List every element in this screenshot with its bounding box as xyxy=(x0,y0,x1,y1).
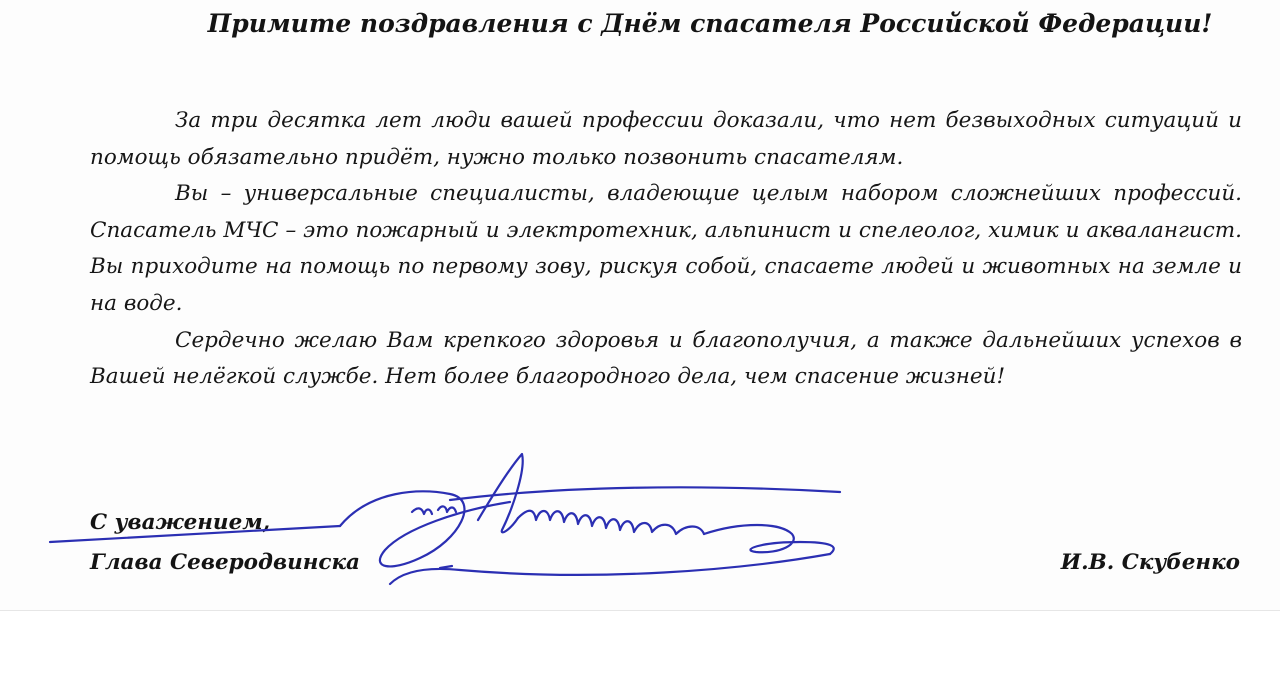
handwritten-signature xyxy=(40,450,860,590)
paragraph-2: Вы – универсальные специалисты, владеющие целым набором сложнейших профессий. Спасатель МЧС – это пожарный и электротехник, альпинист и спелеолог, химик и аквалангист. Вы приходите на помощь по первому зову, рискуя собой, спасаете людей и животных на земле и на воде. xyxy=(90,181,1242,316)
letter-title: Примите поздравления с Днём спасателя Российской Федерации! xyxy=(207,9,1213,38)
letter-body xyxy=(90,103,1242,396)
closing-line: С уважением, xyxy=(90,510,271,535)
paragraph-1: За три десятка лет люди вашей профессии доказали, что нет безвыходных ситуаций и помощь обязательно придёт, нужно только позвонить спасателям. xyxy=(90,108,1242,170)
signer-position: Глава Северодвинска xyxy=(90,550,360,575)
paragraph-3: Сердечно желаю Вам крепкого здоровья и благополучия, а также дальнейших успехов в Вашей нелёгкой службе. Нет более благородного дела, чем спасение жизней! xyxy=(90,327,1242,390)
signer-name: И.В. Скубенко xyxy=(1060,550,1240,575)
